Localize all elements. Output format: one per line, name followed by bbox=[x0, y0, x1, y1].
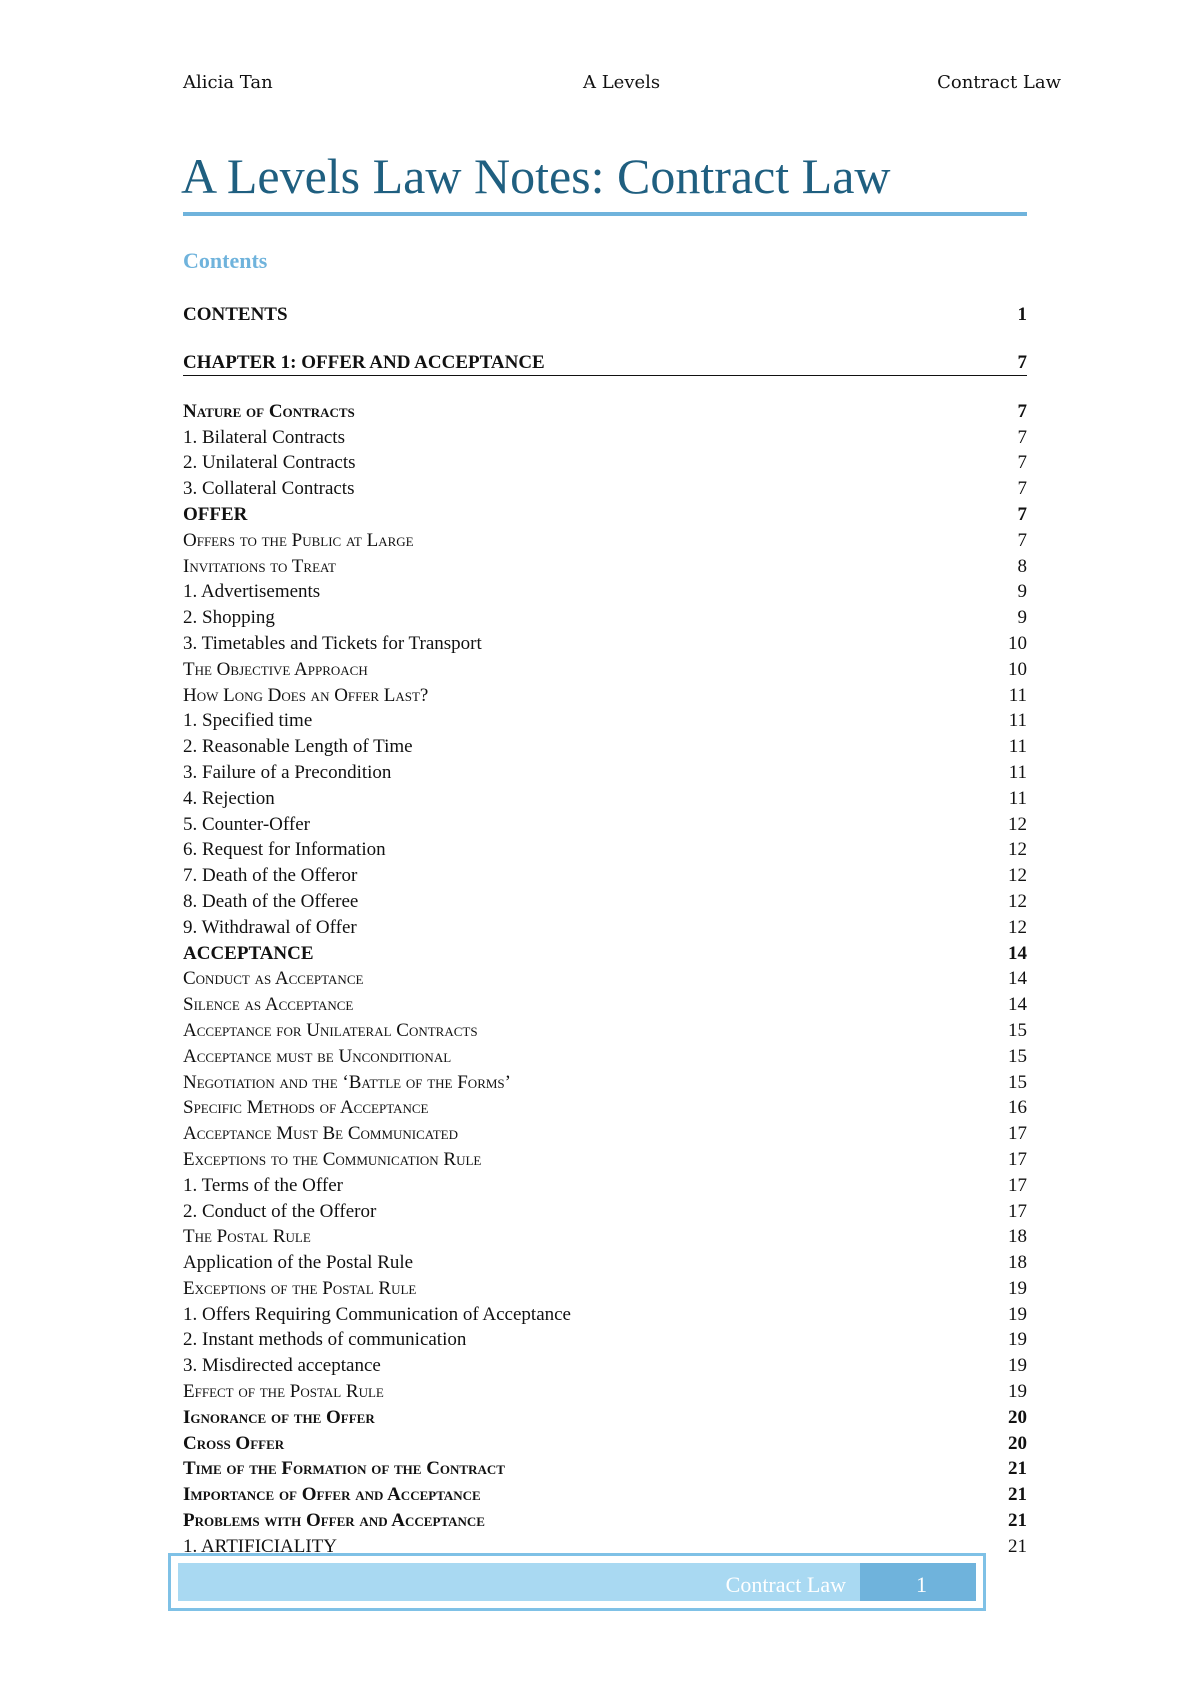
toc-entry-page: 7 bbox=[1017, 529, 1027, 551]
toc-entry-page: 8 bbox=[1017, 555, 1027, 577]
toc-entry-label: ACCEPTANCE bbox=[183, 942, 314, 964]
toc-entry[interactable] bbox=[183, 425, 1027, 451]
toc-entry-label: 8. Death of the Offeree bbox=[183, 890, 359, 912]
toc-entry-page: 20 bbox=[1008, 1432, 1027, 1454]
toc-entry-label: 3. Collateral Contracts bbox=[183, 478, 355, 500]
toc-entry-page: 17 bbox=[1008, 1200, 1027, 1222]
toc-entry[interactable] bbox=[183, 554, 1027, 580]
toc-entry[interactable] bbox=[183, 1353, 1027, 1379]
header-author: Alicia Tan bbox=[183, 72, 273, 93]
toc-entry[interactable] bbox=[183, 1250, 1027, 1276]
toc-entry[interactable] bbox=[183, 1199, 1027, 1225]
toc-entry-label: 9. Withdrawal of Offer bbox=[183, 916, 357, 938]
toc-entry[interactable] bbox=[183, 992, 1027, 1018]
toc-entry-label: 1. Specified time bbox=[183, 710, 313, 732]
toc-entry[interactable] bbox=[183, 1276, 1027, 1302]
toc-entry-label: 5. Counter-Offer bbox=[183, 813, 310, 835]
contents-heading: Contents bbox=[183, 248, 268, 273]
toc-entry-page: 18 bbox=[1008, 1226, 1027, 1248]
toc-entry-page: 21 bbox=[1008, 1458, 1027, 1480]
toc-entry-page: 10 bbox=[1008, 658, 1027, 680]
toc-entry[interactable] bbox=[183, 528, 1027, 554]
toc-entry-label: 2. Instant methods of communication bbox=[183, 1329, 467, 1351]
toc-entry-label: Importance of Offer and Acceptance bbox=[183, 1484, 481, 1506]
toc-entry-label: Ignorance of the Offer bbox=[183, 1406, 375, 1428]
toc-entry-label: Exceptions of the Postal Rule bbox=[183, 1277, 417, 1299]
toc-entry[interactable] bbox=[183, 915, 1027, 941]
toc-entry-label: 2. Unilateral Contracts bbox=[183, 452, 356, 474]
toc-entry-label: 7. Death of the Offeror bbox=[183, 865, 358, 887]
toc-entry-label: Silence as Acceptance bbox=[183, 994, 354, 1016]
toc-entry-page: 14 bbox=[1008, 942, 1027, 964]
toc-entry-page: 9 bbox=[1017, 581, 1027, 603]
toc-entry[interactable] bbox=[183, 1379, 1027, 1405]
toc-entry-label: Time of the Formation of the Contract bbox=[183, 1458, 505, 1480]
toc-entry-label: Acceptance for Unilateral Contracts bbox=[183, 1019, 478, 1041]
toc-entry[interactable] bbox=[183, 863, 1027, 889]
toc-entry[interactable] bbox=[183, 837, 1027, 863]
toc-entry-page: 12 bbox=[1008, 916, 1027, 938]
toc-entry[interactable] bbox=[183, 1044, 1027, 1070]
toc-entry-page: 19 bbox=[1008, 1303, 1027, 1325]
toc-entry-page: 21 bbox=[1008, 1510, 1027, 1532]
toc-entry-page: 17 bbox=[1008, 1174, 1027, 1196]
toc-entry[interactable] bbox=[183, 1405, 1027, 1431]
toc-entry-label: Offers to the Public at Large bbox=[183, 529, 414, 551]
toc-entry-page: 7 bbox=[1017, 478, 1027, 500]
toc-entry-label: 1. Bilateral Contracts bbox=[183, 426, 345, 448]
toc-entry-page: 18 bbox=[1008, 1252, 1027, 1274]
toc-entry[interactable] bbox=[183, 579, 1027, 605]
toc-entry-page: 11 bbox=[1008, 710, 1027, 732]
toc-entry[interactable] bbox=[183, 1173, 1027, 1199]
toc-entry[interactable] bbox=[183, 812, 1027, 838]
toc-entry-page: 7 bbox=[1017, 426, 1027, 448]
toc-entry[interactable] bbox=[183, 966, 1027, 992]
toc-entry-label: The Objective Approach bbox=[183, 658, 368, 680]
title-underline bbox=[183, 212, 1027, 216]
toc-entry[interactable] bbox=[183, 1147, 1027, 1173]
toc-entry-label: Cross Offer bbox=[183, 1432, 285, 1454]
toc-entry[interactable] bbox=[183, 399, 1027, 425]
toc-entry-label: Effect of the Postal Rule bbox=[183, 1381, 384, 1403]
header-level: A Levels bbox=[583, 72, 661, 93]
footer-page-block bbox=[860, 1563, 976, 1601]
toc-entry-page: 15 bbox=[1008, 1019, 1027, 1041]
toc-entry-label: 3. Failure of a Precondition bbox=[183, 761, 392, 783]
toc-entry-page: 16 bbox=[1008, 1097, 1027, 1119]
toc-entry-label: Specific Methods of Acceptance bbox=[183, 1097, 429, 1119]
toc-entry[interactable] bbox=[183, 502, 1027, 528]
toc-entry-page: 21 bbox=[1008, 1535, 1027, 1557]
toc-entry-page: 7 bbox=[1017, 503, 1027, 525]
toc-entry-page: 20 bbox=[1008, 1406, 1027, 1428]
toc-entry[interactable] bbox=[183, 1070, 1027, 1096]
toc-entry[interactable] bbox=[183, 1302, 1027, 1328]
toc-entry[interactable] bbox=[183, 708, 1027, 734]
toc-entry-page: 7 bbox=[1017, 400, 1027, 422]
toc-entry-page: 14 bbox=[1008, 968, 1027, 990]
toc-entry[interactable] bbox=[183, 1327, 1027, 1353]
toc-entry-label: 3. Timetables and Tickets for Transport bbox=[183, 632, 482, 654]
toc-entry-page: 19 bbox=[1008, 1381, 1027, 1403]
toc-entry-page: 11 bbox=[1008, 787, 1027, 809]
toc-entry-page: 12 bbox=[1008, 865, 1027, 887]
toc-entry-label: CONTENTS bbox=[183, 304, 288, 325]
toc-entry[interactable] bbox=[183, 1456, 1027, 1482]
page-footer bbox=[168, 1553, 986, 1611]
toc-entry-page: 11 bbox=[1008, 684, 1027, 706]
table-of-contents bbox=[183, 302, 1027, 1560]
toc-entry-label: OFFER bbox=[183, 503, 248, 525]
footer-label: Contract Law bbox=[725, 1572, 846, 1597]
page-header bbox=[183, 72, 1061, 98]
toc-entry[interactable] bbox=[183, 760, 1027, 786]
toc-entry[interactable] bbox=[183, 941, 1027, 967]
toc-entry-label: Problems with Offer and Acceptance bbox=[183, 1510, 485, 1532]
toc-entry-label: Application of the Postal Rule bbox=[183, 1252, 414, 1274]
toc-entry-page: 19 bbox=[1008, 1329, 1027, 1351]
toc-entry-label: 1. Advertisements bbox=[183, 581, 321, 603]
toc-entry[interactable] bbox=[183, 631, 1027, 657]
toc-entry-label: 1. Offers Requiring Communication of Acceptance bbox=[183, 1303, 571, 1325]
toc-entry-page: 21 bbox=[1008, 1484, 1027, 1506]
toc-entry-page: 15 bbox=[1008, 1071, 1027, 1093]
toc-entry-label: How Long Does an Offer Last? bbox=[183, 684, 429, 706]
toc-entry[interactable] bbox=[183, 1095, 1027, 1121]
toc-entry-label: 3. Misdirected acceptance bbox=[183, 1355, 381, 1377]
header-subject: Contract Law bbox=[937, 72, 1061, 93]
footer-band bbox=[178, 1561, 976, 1603]
toc-entry-label: Negotiation and the ‘Battle of the Forms’ bbox=[183, 1071, 511, 1093]
toc-entry-page: 19 bbox=[1008, 1277, 1027, 1299]
toc-entry-label: CHAPTER 1: OFFER AND ACCEPTANCE bbox=[183, 351, 545, 373]
toc-entry-page: 9 bbox=[1017, 607, 1027, 629]
toc-entry-page: 17 bbox=[1008, 1123, 1027, 1145]
document-title: A Levels Law Notes: Contract Law bbox=[181, 148, 891, 204]
toc-entry-page: 7 bbox=[1017, 351, 1027, 373]
toc-entry-page: 19 bbox=[1008, 1355, 1027, 1377]
toc-entry-label: 4. Rejection bbox=[183, 787, 275, 809]
toc-entry[interactable] bbox=[183, 1431, 1027, 1457]
page-number: 1 bbox=[916, 1572, 927, 1597]
toc-entry[interactable] bbox=[183, 734, 1027, 760]
toc-entry[interactable] bbox=[183, 302, 1027, 328]
toc-entry-label: Acceptance must be Unconditional bbox=[183, 1045, 452, 1067]
toc-entry-page: 14 bbox=[1008, 994, 1027, 1016]
toc-entry-page: 12 bbox=[1008, 839, 1027, 861]
toc-entry[interactable] bbox=[183, 786, 1027, 812]
toc-entry-page: 12 bbox=[1008, 890, 1027, 912]
toc-entry[interactable] bbox=[183, 657, 1027, 683]
toc-entry-page: 11 bbox=[1008, 761, 1027, 783]
toc-entry-label: 2. Conduct of the Offeror bbox=[183, 1200, 377, 1222]
toc-entry-label: 6. Request for Information bbox=[183, 839, 386, 861]
toc-entry-label: 2. Shopping bbox=[183, 607, 275, 629]
toc-entry-label: Acceptance Must Be Communicated bbox=[183, 1123, 459, 1145]
toc-entry-label: The Postal Rule bbox=[183, 1226, 311, 1248]
toc-entry[interactable] bbox=[183, 476, 1027, 502]
toc-entry[interactable] bbox=[183, 889, 1027, 915]
toc-entry-page: 12 bbox=[1008, 813, 1027, 835]
toc-entry[interactable] bbox=[183, 1224, 1027, 1250]
toc-entry-label: Exceptions to the Communication Rule bbox=[183, 1148, 482, 1170]
toc-entry[interactable] bbox=[183, 450, 1027, 476]
toc-entry-label: Nature of Contracts bbox=[183, 400, 355, 422]
toc-entry-page: 10 bbox=[1008, 632, 1027, 654]
toc-entry[interactable] bbox=[183, 683, 1027, 709]
toc-entry-page: 17 bbox=[1008, 1148, 1027, 1170]
toc-entry-page: 15 bbox=[1008, 1045, 1027, 1067]
toc-entry[interactable] bbox=[183, 1121, 1027, 1147]
toc-entry[interactable] bbox=[183, 1508, 1027, 1534]
toc-entry-label: 2. Reasonable Length of Time bbox=[183, 736, 413, 758]
toc-entry-page: 1 bbox=[1017, 304, 1027, 325]
toc-entry-label: 1. ARTIFICIALITY bbox=[183, 1535, 338, 1557]
toc-entry-page: 7 bbox=[1017, 452, 1027, 474]
toc-entry[interactable] bbox=[183, 1482, 1027, 1508]
toc-entry-label: Conduct as Acceptance bbox=[183, 968, 364, 990]
toc-entry[interactable] bbox=[183, 351, 1027, 376]
toc-entry-page: 11 bbox=[1008, 736, 1027, 758]
toc-entry[interactable] bbox=[183, 1018, 1027, 1044]
toc-entry-label: Invitations to Treat bbox=[183, 555, 336, 577]
toc-entry[interactable] bbox=[183, 605, 1027, 631]
toc-entry-label: 1. Terms of the Offer bbox=[183, 1174, 343, 1196]
